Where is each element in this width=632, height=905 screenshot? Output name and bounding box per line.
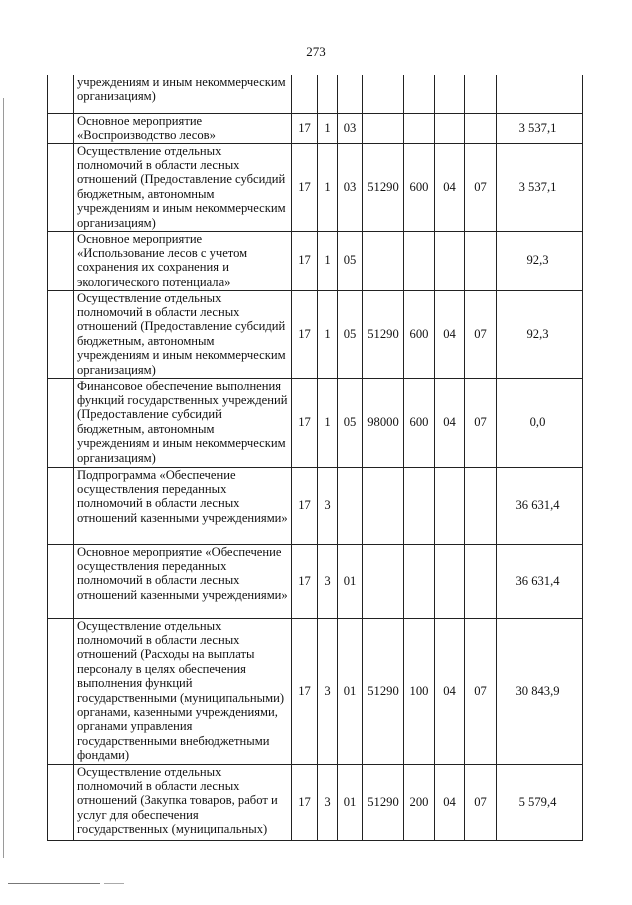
code-direction	[363, 544, 404, 618]
item-name: Основное мероприятие «Воспроизводство лесов»	[74, 113, 292, 143]
row-number-cell	[48, 378, 74, 467]
code-gp: 17	[292, 290, 318, 378]
item-name: Финансовое обеспечение выполнения функций государственных учреждений (Предоставление субсидий бюджетным, автономным учреждениям и иным некоммерческим организациям)	[74, 378, 292, 467]
code-direction	[363, 231, 404, 290]
code-pp	[318, 75, 338, 113]
item-name: Осуществление отдельных полномочий в области лесных отношений (Расходы на выплаты персоналу в целях обеспечения выполнения функций государственными (муниципальными) органами, казенными учреждениями, органами управления государственными внебюджетными фондами)	[74, 618, 292, 764]
code-subsection	[465, 113, 497, 143]
code-om: 05	[338, 378, 363, 467]
code-om	[338, 467, 363, 544]
row-number-cell	[48, 544, 74, 618]
row-number-cell	[48, 143, 74, 231]
item-name: Осуществление отдельных полномочий в области лесных отношений (Предоставление субсидий бюджетным, автономным учреждениям и иным некоммерческим организациям)	[74, 290, 292, 378]
code-section: 04	[435, 143, 465, 231]
amount: 0,0	[497, 378, 583, 467]
table-row	[48, 290, 583, 378]
code-section: 04	[435, 290, 465, 378]
code-gp: 17	[292, 231, 318, 290]
footer-line	[8, 883, 100, 884]
code-gp: 17	[292, 113, 318, 143]
code-subsection	[465, 231, 497, 290]
scan-edge-line	[3, 98, 4, 858]
code-expense-type	[404, 544, 435, 618]
code-expense-type	[404, 113, 435, 143]
code-direction: 51290	[363, 290, 404, 378]
amount: 36 631,4	[497, 467, 583, 544]
code-gp: 17	[292, 378, 318, 467]
table-row	[48, 75, 583, 113]
code-subsection: 07	[465, 290, 497, 378]
item-name: Основное мероприятие «Использование лесов с учетом сохранения их сохранения и экологического потенциала»	[74, 231, 292, 290]
code-direction: 51290	[363, 143, 404, 231]
amount: 30 843,9	[497, 618, 583, 764]
code-section	[435, 113, 465, 143]
row-number-cell	[48, 290, 74, 378]
item-name: Осуществление отдельных полномочий в области лесных отношений (Предоставление субсидий бюджетным, автономным учреждениям и иным некоммерческим организациям)	[74, 143, 292, 231]
code-section: 04	[435, 378, 465, 467]
code-subsection: 07	[465, 618, 497, 764]
table-row	[48, 764, 583, 840]
budget-table	[47, 75, 583, 841]
code-direction	[363, 75, 404, 113]
code-gp: 17	[292, 764, 318, 840]
code-gp	[292, 75, 318, 113]
code-expense-type	[404, 231, 435, 290]
code-om: 03	[338, 143, 363, 231]
code-subsection: 07	[465, 764, 497, 840]
footer-line-short	[104, 883, 124, 884]
code-pp: 1	[318, 143, 338, 231]
code-expense-type: 200	[404, 764, 435, 840]
code-subsection: 07	[465, 378, 497, 467]
code-om: 03	[338, 113, 363, 143]
amount: 92,3	[497, 231, 583, 290]
code-section: 04	[435, 618, 465, 764]
amount	[497, 75, 583, 113]
code-om: 05	[338, 290, 363, 378]
code-expense-type	[404, 75, 435, 113]
code-pp: 3	[318, 764, 338, 840]
code-pp: 1	[318, 113, 338, 143]
row-number-cell	[48, 113, 74, 143]
code-section	[435, 231, 465, 290]
item-name: Осуществление отдельных полномочий в области лесных отношений (Закупка товаров, работ и услуг для обеспечения государственных (муниципальных)	[74, 764, 292, 840]
amount: 3 537,1	[497, 113, 583, 143]
row-number-cell	[48, 764, 74, 840]
code-gp: 17	[292, 618, 318, 764]
code-om: 01	[338, 618, 363, 764]
code-direction	[363, 113, 404, 143]
table-row	[48, 544, 583, 618]
code-pp: 3	[318, 618, 338, 764]
code-om: 01	[338, 764, 363, 840]
code-gp: 17	[292, 143, 318, 231]
code-subsection	[465, 544, 497, 618]
page-number: 273	[306, 44, 326, 59]
amount: 36 631,4	[497, 544, 583, 618]
table-row	[48, 231, 583, 290]
code-subsection	[465, 75, 497, 113]
code-subsection	[465, 467, 497, 544]
amount: 92,3	[497, 290, 583, 378]
table-body	[48, 75, 583, 840]
code-section	[435, 75, 465, 113]
table-row	[48, 467, 583, 544]
code-pp: 1	[318, 290, 338, 378]
code-section	[435, 544, 465, 618]
code-direction: 51290	[363, 764, 404, 840]
code-expense-type: 600	[404, 143, 435, 231]
code-expense-type: 100	[404, 618, 435, 764]
code-pp: 1	[318, 231, 338, 290]
row-number-cell	[48, 231, 74, 290]
code-gp: 17	[292, 467, 318, 544]
code-om: 05	[338, 231, 363, 290]
row-number-cell	[48, 75, 74, 113]
code-subsection: 07	[465, 143, 497, 231]
code-expense-type	[404, 467, 435, 544]
code-expense-type: 600	[404, 378, 435, 467]
code-direction	[363, 467, 404, 544]
code-pp: 3	[318, 544, 338, 618]
code-expense-type: 600	[404, 290, 435, 378]
code-section: 04	[435, 764, 465, 840]
table-row	[48, 378, 583, 467]
item-name: Основное мероприятие «Обеспечение осуществления переданных полномочий в области лесных отношений казенными учреждениями»	[74, 544, 292, 618]
table-row	[48, 618, 583, 764]
code-direction: 51290	[363, 618, 404, 764]
item-name: учреждениям и иным некоммерческим организациям)	[74, 75, 292, 113]
code-om	[338, 75, 363, 113]
table-row	[48, 143, 583, 231]
code-direction: 98000	[363, 378, 404, 467]
amount: 5 579,4	[497, 764, 583, 840]
code-gp: 17	[292, 544, 318, 618]
amount: 3 537,1	[497, 143, 583, 231]
row-number-cell	[48, 618, 74, 764]
code-pp: 3	[318, 467, 338, 544]
row-number-cell	[48, 467, 74, 544]
table-row	[48, 113, 583, 143]
code-section	[435, 467, 465, 544]
code-om: 01	[338, 544, 363, 618]
item-name: Подпрограмма «Обеспечение осуществления переданных полномочий в области лесных отношений казенными учреждениями»	[74, 467, 292, 544]
code-pp: 1	[318, 378, 338, 467]
